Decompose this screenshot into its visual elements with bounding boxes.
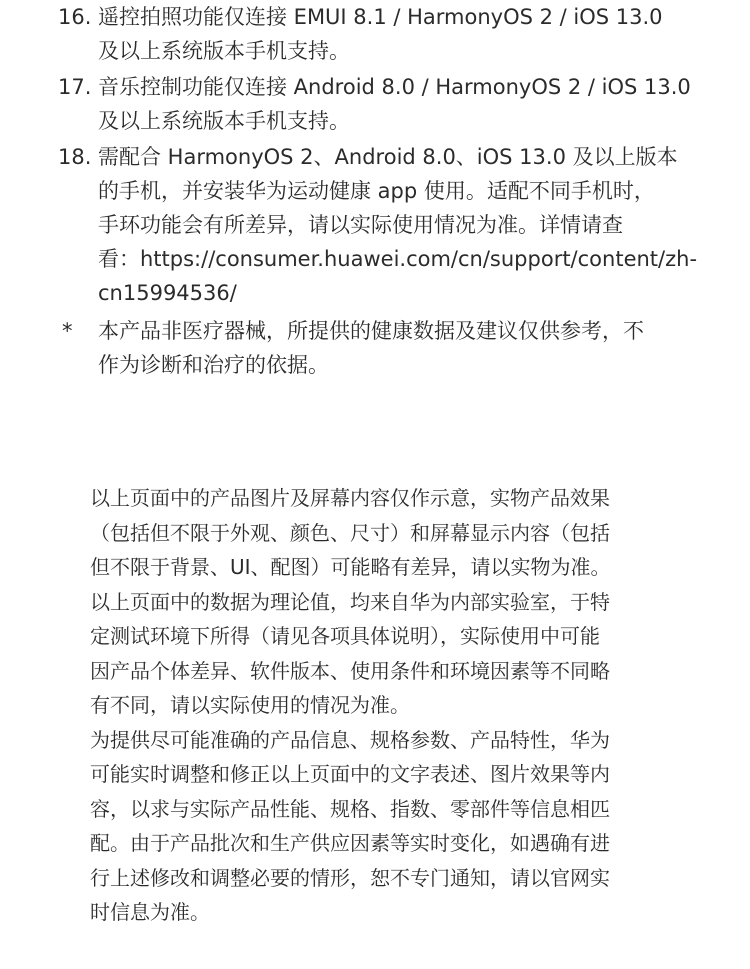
footnote-text: 本产品非医疗器械，所提供的健康数据及建议仅供参考，不 作为诊断和治疗的依据。: [98, 319, 644, 377]
footnote-number: 18.: [58, 145, 92, 169]
disclaimer-paragraph: 以上页面中的数据为理论值，均来自华为内部实验室，于特 定测试环境下所得（请见各项具体说明），实际使用中可能 因产品个体差异、软件版本、使用条件和环境因素等不同略 有不同，请以实际使用的情况为准。: [90, 589, 610, 717]
disclaimer-paragraph: 以上页面中的产品图片及屏幕内容仅作示意，实物产品效果 （包括但不限于外观、颜色、尺寸）和屏幕显示内容（包括 但不限于背景、UI、配图）可能略有差异，请以实物为准。: [90, 486, 611, 579]
footnote-number: 16.: [58, 5, 92, 29]
footnote-text: 音乐控制功能仅连接 Android 8.0 / HarmonyOS 2 / iOS 13.0 及以上系统版本手机支持。: [98, 75, 691, 133]
footnote-marker: *: [62, 319, 73, 343]
footnote-number: 17.: [58, 75, 92, 99]
footnote-text: 需配合 HarmonyOS 2、Android 8.0、iOS 13.0 及以上版本 的手机，并安装华为运动健康 app 使用。适配不同手机时， 手环功能会有所差异，请以实际使用情况为准。详情请查 看：https://consumer.huawei.com/cn/support/content/zh- cn15994536/: [98, 145, 698, 305]
disclaimer-block: [90, 481, 700, 930]
footnote-text: 遥控拍照功能仅连接 EMUI 8.1 / HarmonyOS 2 / iOS 13.0 及以上系统版本手机支持。: [98, 5, 663, 63]
disclaimer-paragraph: 为提供尽可能准确的产品信息、规格参数、产品特性，华为 可能实时调整和修正以上页面中的文字表述、图片效果等内 容，以求与实际产品性能、规格、指数、零部件等信息相匹 配。由于产品批次和生产供应因素等实时变化，如遇确有进 行上述修改和调整必要的情形，恕不专门通知，请以官网实 时信息为准。: [90, 727, 610, 924]
